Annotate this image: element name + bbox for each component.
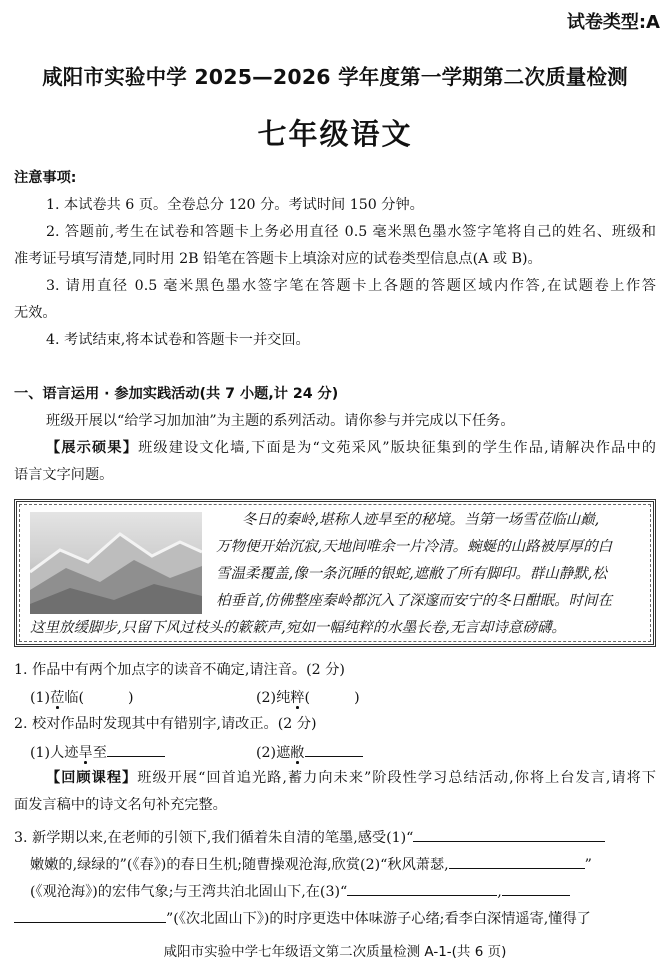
artwork-line-1: 冬日的秦岭,堪称人迹旱至的秘境。当第一场雪莅临山巅, (242, 512, 600, 528)
q1-part-1-index: (1) (30, 690, 51, 706)
mountain-illustration (30, 512, 202, 614)
q3-blank-3a[interactable] (347, 880, 497, 896)
artwork-line-4: 柏垂首,仿佛整座秦岭都沉入了深邃而安宁的冬日酣眠。时间在 (216, 593, 613, 609)
q2-answer-blank-1[interactable] (107, 741, 165, 757)
q3-blank-1[interactable] (413, 826, 605, 842)
q3-line-1-text: 3. 新学期以来,在老师的引领下,我们循着朱自清的笔墨,感受(1)“ (14, 830, 414, 846)
q1-part-2 (256, 687, 360, 709)
q2-dotted-char-2: 敝 (290, 745, 305, 761)
q3-blank-2[interactable] (449, 853, 585, 869)
q2-part-1-word: (1)人迹 (30, 745, 79, 761)
q3-line-2 (30, 853, 592, 876)
notes-item-1: 1. 本试卷共 6 页。全卷总分 120 分。考试时间 150 分钟。 (46, 197, 424, 213)
showcase-text: 班级建设文化墙,下面是为“文苑采风”版块征集到的学生作品,请解决作品中的 (138, 440, 656, 456)
review-label: 【回顾课程】 (46, 770, 138, 786)
q3-line-2-text: 嫩嫩的,绿绿的”(《春》)的春日生机;随曹操观沧海,欣赏(2)“秋风萧瑟, (30, 857, 449, 873)
q3-line-3-text: (《观沧海》)的宏伟气象;与王湾共泊北固山下,在(3)“ (30, 884, 348, 900)
q3-line-1 (14, 826, 605, 849)
artwork-line-5: 这里放缓脚步,只留下风过枝头的簌簌声,宛如一幅纯粹的水墨长卷,无言却诗意磅礴。 (30, 620, 566, 636)
q3-blank-3b-start[interactable] (502, 880, 570, 896)
q3-blank-3b-end[interactable] (14, 907, 166, 923)
q1-stem: 1. 作品中有两个加点字的读音不确定,请注音。(2 分) (14, 662, 345, 678)
q1-part-2-close: ) (354, 690, 360, 706)
review-text: 班级开展“回首追光路,蓄力向未来”阶段性学习总结活动,你将上台发言,请将下 (137, 770, 656, 786)
q1-part-1-close: ) (128, 690, 134, 706)
showcase-line-2: 语言文字问题。 (14, 467, 114, 483)
notes-item-2-line-1: 2. 答题前,考生在试卷和答题卡上务必用直径 0.5 毫米黑色墨水签字笔将自己的姓名、班级和 (46, 224, 656, 240)
section-1-heading: 一、语言运用 · 参加实践活动(共 7 小题,计 24 分) (14, 386, 339, 402)
q1-part-2-word: 纯 (276, 690, 291, 706)
notes-item-4: 4. 考试结束,将本试卷和答题卡一并交回。 (46, 332, 310, 348)
q1-part-2-index: (2) (256, 690, 277, 706)
notes-item-2-line-2: 准考证号填写清楚,同时用 2B 铅笔在答题卡上填涂对应的试卷类型信息点(A 或 B)。 (14, 251, 542, 267)
review-line-2: 面发言稿中的诗文名句补充完整。 (14, 797, 227, 813)
q1-answer-blank-2[interactable] (310, 687, 354, 702)
q1-answer-blank-1[interactable] (84, 687, 128, 702)
q1-dotted-char-1: 莅 (50, 690, 65, 706)
paper-type-label: 试卷类型:A (566, 12, 660, 33)
q2-part-1 (30, 741, 165, 764)
q2-part-2-word: (2)遮 (256, 745, 291, 761)
q3-line-4-text: ”(《次北固山下》)的时序更迭中体味游子心绪;看李白深情遥寄,懂得了 (166, 911, 591, 927)
q3-line-4 (14, 907, 591, 930)
showcase-label: 【展示硕果】 (46, 440, 139, 456)
q3-line-3 (30, 880, 570, 903)
q3-line-2-end: ” (584, 857, 592, 873)
exam-title: 咸阳市实验中学 2025—2026 学年度第一学期第二次质量检测 (42, 65, 628, 89)
section-1-intro: 班级开展以“给学习加加油”为主题的系列活动。请你参与并完成以下任务。 (46, 413, 515, 429)
showcase-line-1 (46, 438, 656, 459)
subject-title: 七年级语文 (257, 117, 413, 151)
page-footer: 咸阳市实验中学七年级语文第二次质量检测 A-1-(共 6 页) (163, 944, 507, 960)
q2-dotted-char-1: 旱 (78, 745, 93, 761)
review-line-1 (46, 768, 656, 789)
q2-stem: 2. 校对作品时发现其中有错别字,请改正。(2 分) (14, 716, 317, 732)
snowy-mountain-image (30, 512, 202, 614)
artwork-line-2: 万物便开始沉寂,天地间唯余一片冷清。蜿蜒的山路被厚厚的白 (216, 539, 613, 555)
q1-part-2-open: ( (304, 690, 311, 706)
notes-item-3-line-1: 3. 请用直径 0.5 毫米黑色墨水签字笔在答题卡上各题的答题区域内作答,在试题卷上作答 (46, 278, 656, 294)
q1-dotted-char-2: 粹 (290, 690, 305, 706)
q1-part-1 (30, 687, 134, 709)
q1-part-1-word: 临( (64, 690, 85, 706)
notes-heading: 注意事项: (14, 170, 77, 186)
artwork-line-3: 雪温柔覆盖,像一条沉睡的银蛇,遮敝了所有脚印。群山静默,松 (216, 566, 607, 582)
q2-part-1-tail: 至 (92, 745, 107, 761)
q2-part-2 (256, 741, 363, 764)
q3-line-3-comma: , (497, 884, 502, 900)
q2-answer-blank-2[interactable] (305, 741, 363, 757)
notes-item-3-line-2: 无效。 (14, 305, 57, 321)
